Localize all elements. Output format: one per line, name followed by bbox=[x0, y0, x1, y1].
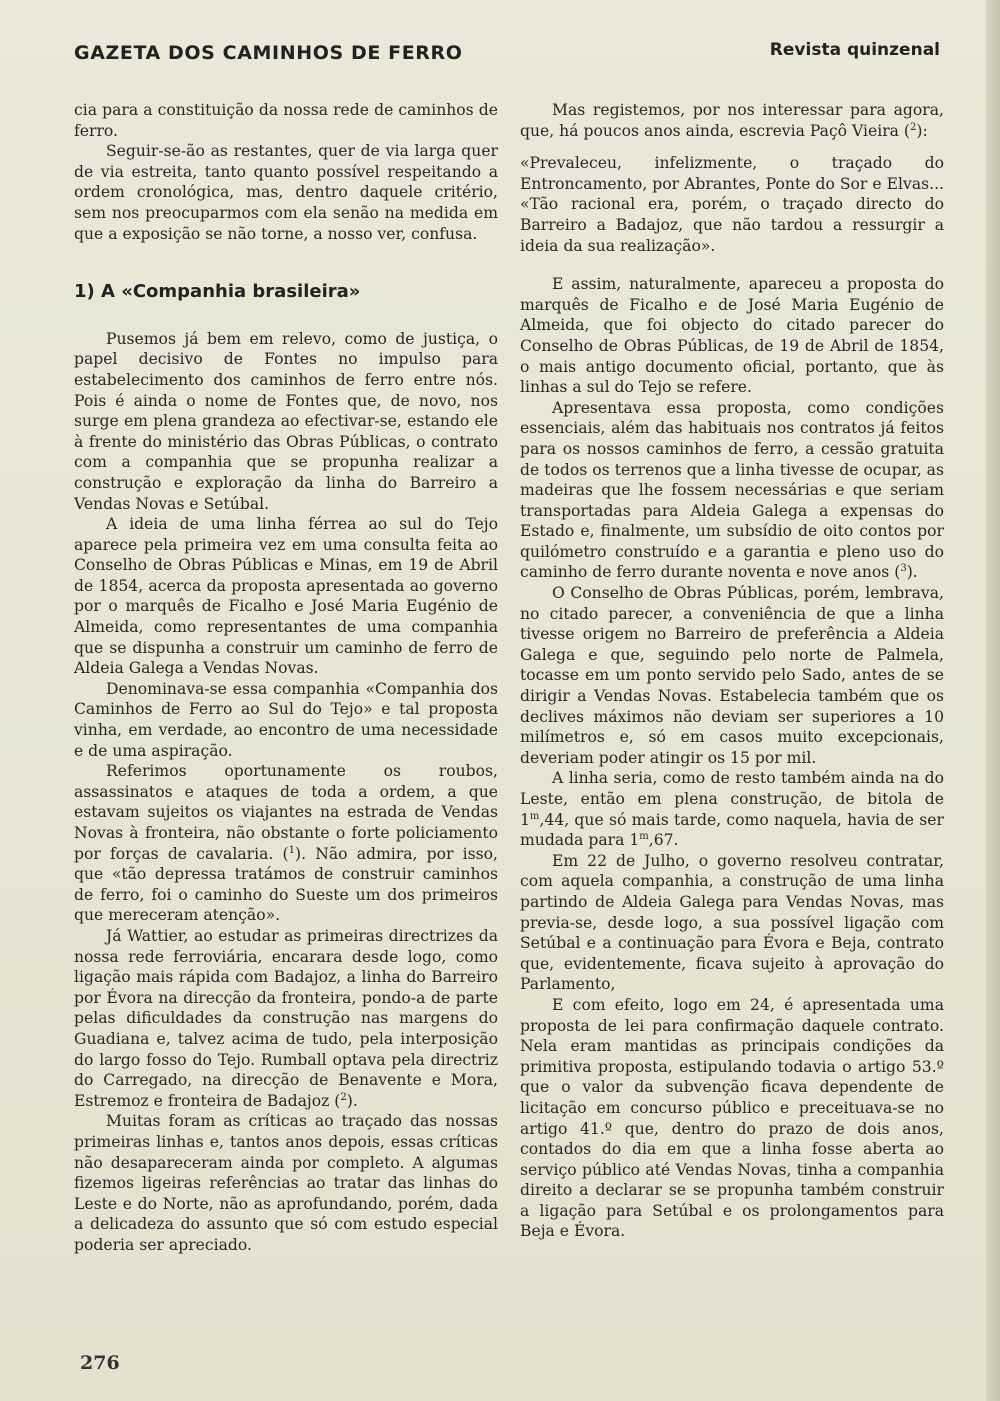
text-run: Apresentava essa proposta, como condições essenciais, além das habituais nos contratos já feitos para os nossos caminhos de ferro, a cessão gratuita de todos os terrenos que a linha tivesse de ocupar, as madeiras que lhe fossem necessárias e que seriam transportadas para Aldeia Galega a expensas do Estado e, finalmente, um subsídio de oito contos por quilómetro construído e a garantia e pleno uso do caminho de ferro durante noventa e nove anos ( bbox=[520, 398, 944, 582]
text-run: Referimos oportunamente os roubos, assassinatos e ataques de toda a ordem, a que estavam sujeitos os viajantes na estrada de Vendas Novas à fronteira, não obstante o forte policiamento por forças de cavalaria. ( bbox=[74, 762, 498, 863]
footnote-ref: 3 bbox=[900, 563, 907, 575]
paragraph: E com efeito, logo em 24, é apresentada uma proposta de lei para confirmação daquele contrato. Nela eram mantidas as principais condições da primitiva proposta, estipulando todavia o artigo 53.º que o valor da subvenção ficava dependente de licitação em concurso público e preceituava-se no artigo 41.º que, dentro do prazo de dois anos, contados do dia em que a linha fosse aberta ao serviço público até Vendas Novas, tinha a companhia direito a declarar se se propunha também construir a ligação para Setúbal e os prolongamentos para Beja e Évora. bbox=[520, 995, 944, 1241]
unit-superscript: m bbox=[639, 831, 649, 842]
paragraph: Pusemos já bem em relevo, como de justiça, o papel decisivo de Fontes no impulso para estabelecimento dos caminhos de ferro entre nós. Pois é ainda o nome de Fontes que, de novo, nos surge em plena grandeza ao efectivar-se, estando ele à frente do ministério das Obras Públicas, o contrato com a companhia que se propunha realizar a construção e exploração da linha do Barreiro a Vendas Novas e Setúbal. bbox=[74, 329, 498, 513]
text-run: ). bbox=[346, 1091, 358, 1110]
text-run: ,44, que só mais tarde, como naquela, havia de ser mudada para 1 bbox=[520, 810, 944, 850]
text-run: A linha seria, como de resto também ainda na do Leste, então em plena construção, de bitola de 1 bbox=[520, 769, 944, 829]
text-run: ). Não admira, por isso, que «tão depressa tratámos de construir caminhos de ferro, foi o caminho do Sueste um dos primeiros que mereceram atenção». bbox=[74, 844, 498, 925]
unit-superscript: m bbox=[529, 810, 540, 822]
paragraph bbox=[74, 761, 498, 926]
paragraph bbox=[74, 926, 498, 1111]
paragraph: cia para a constituição da nossa rede de caminhos de ferro. bbox=[74, 101, 498, 140]
paragraph bbox=[520, 398, 944, 583]
section-heading: 1) A «Companhia brasileira» bbox=[74, 281, 361, 303]
text-run: ): bbox=[916, 121, 928, 140]
text-run: Já Wattier, ao estudar as primeiras directrizes da nossa rede ferroviária, encarara desde logo, como ligação mais rápida com Badajoz, a linha do Barreiro por Évora na direcção da fronteira, pondo-a de parte pelas dificuldades da construção nas margens do Guadiana e, talvez acima de tudo, pela interposição do largo fosso do Tejo. Rumball optava pela directriz do Carregado, na direcção de Benavente e Mora, Estremoz e fronteira de Badajoz ( bbox=[74, 926, 498, 1110]
footnote-ref: 1 bbox=[288, 844, 295, 856]
paragraph: Seguir-se-ão as restantes, quer de via larga quer de via estreita, tanto quanto possível respeitando a ordem cronológica, mas, dentro daquele critério, sem nos preocuparmos com ela senão na medida em que a exposição se não torne, a nosso ver, confusa. bbox=[74, 142, 498, 243]
left-column bbox=[74, 100, 498, 1255]
page-number: 276 bbox=[80, 1352, 120, 1374]
footnote-ref: 2 bbox=[340, 1091, 347, 1103]
paragraph bbox=[520, 100, 944, 141]
running-head bbox=[74, 38, 940, 72]
right-column bbox=[520, 100, 944, 1242]
page-edge bbox=[986, 0, 1000, 1401]
text-run: ). bbox=[906, 563, 918, 582]
paragraph bbox=[520, 768, 944, 850]
paragraph: Denominava-se essa companhia «Companhia dos Caminhos de Ferro ao Sul do Tejo» e tal proposta vinha, em verdade, ao encontro de uma necessidade e de uma aspiração. bbox=[74, 679, 498, 760]
journal-title: GAZETA DOS CAMINHOS DE FERRO bbox=[74, 42, 463, 64]
text-run: ,67. bbox=[648, 831, 679, 850]
journal-subtitle: Revista quinzenal bbox=[769, 40, 940, 60]
paragraph: E assim, naturalmente, apareceu a proposta do marquês de Ficalho e de José Maria Eugénio de Almeida, que foi objecto do citado parecer do Conselho de Obras Públicas, de 19 de Abril de 1854, o mais antigo documento oficial, portanto, que às linhas a sul do Tejo se refere. bbox=[520, 275, 944, 397]
text-run: Mas registemos, por nos interessar para agora, que, há poucos anos ainda, escrevia Paçô Vieira ( bbox=[520, 101, 944, 140]
paragraph: Muitas foram as críticas ao traçado das nossas primeiras linhas e, tantos anos depois, essas críticas não desapareceram ainda por completo. A algumas fizemos ligeiras referências ao tratar das linhas do Leste e do Norte, não as aprofundando, porém, dada a delicadeza do assunto que só com estudo especial poderia ser apreciado. bbox=[74, 1112, 498, 1254]
footnote-ref: 2 bbox=[910, 121, 917, 133]
paragraph: O Conselho de Obras Públicas, porém, lembrava, no citado parecer, a conveniência de que a linha tivesse origem no Barreiro de preferência a Aldeia Galega e que, seguindo pelo norte de Palmela, tocasse em um ponto servido pelo Sado, antes de se dirigir a Vendas Novas. Estabelecia também que os declives máximos não deviam ser superiores a 10 milímetros e, só em casos muito excepcionais, deveriam poder atingir os 15 por mil. bbox=[520, 584, 944, 767]
paragraph: A ideia de uma linha férrea ao sul do Tejo aparece pela primeira vez em uma consulta feita ao Conselho de Obras Públicas e Minas, em 19 de Abril de 1854, acerca da proposta apresentada ao governo por o marquês de Ficalho e José Maria Eugénio de Almeida, como representantes de uma companhia que se dispunha a construir um caminho de ferro de Aldeia Galega a Vendas Novas. bbox=[74, 515, 498, 678]
quotation: «Prevaleceu, infelizmente, o traçado do Entroncamento, por Abrantes, Ponte do Sor e Elvas... «Tão racional era, porém, o traçado directo do Barreiro a Badajoz, que não tardou a ressurgir a ideia da sua realização». bbox=[520, 154, 944, 255]
paragraph: Em 22 de Julho, o governo resolveu contratar, com aquela companhia, a construção de uma linha partindo de Aldeia Galega para Vendas Novas, mas previa-se, desde logo, a sua possível ligação com Setúbal e a continuação para Évora e Beja, contrato que, evidentemente, ficava sujeito à aprovação do Parlamento, bbox=[520, 851, 944, 994]
